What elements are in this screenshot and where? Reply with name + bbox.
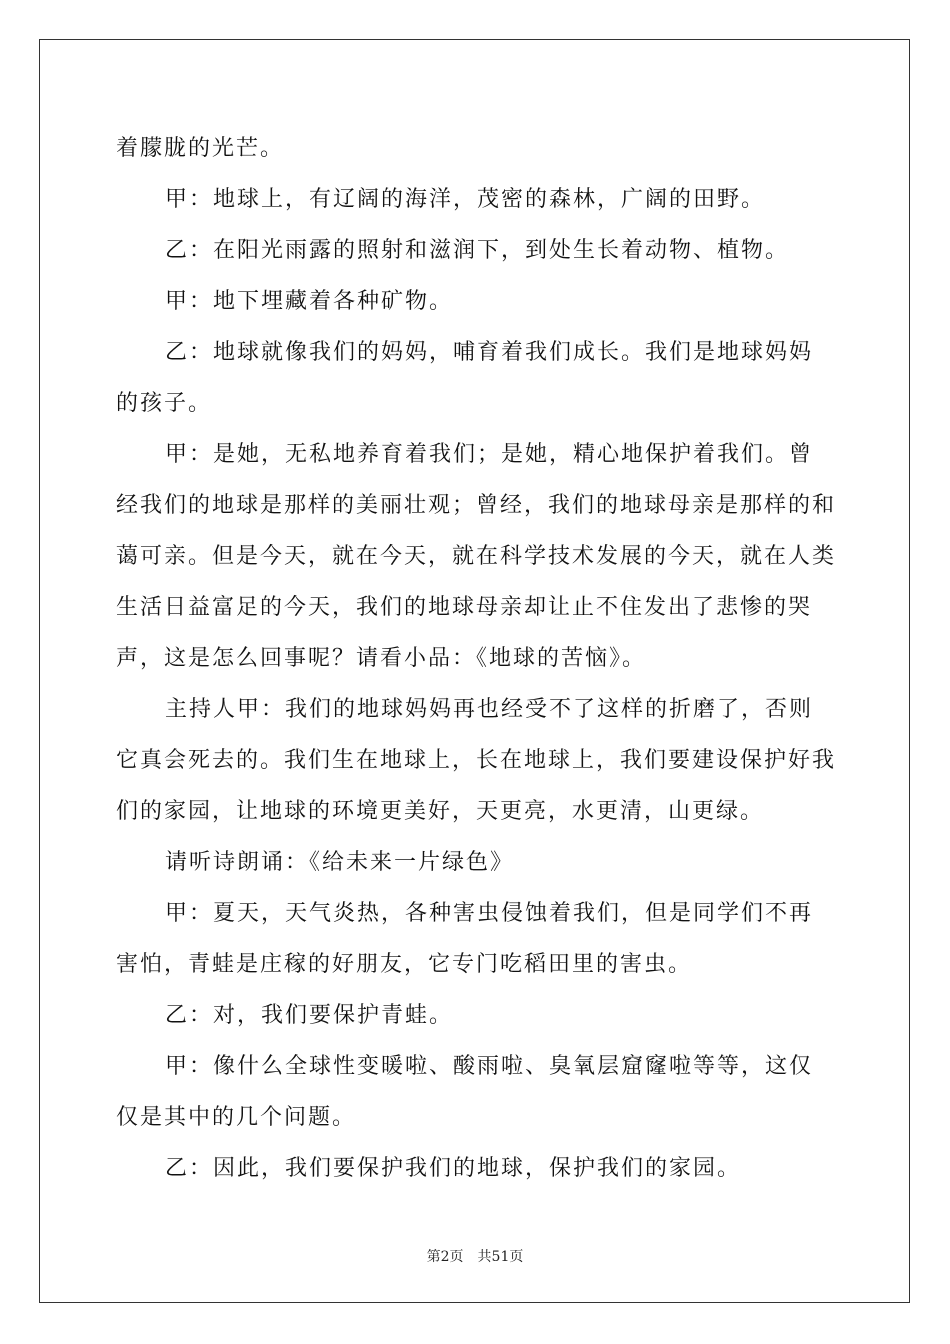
page-footer [0,1246,950,1266]
paragraph: 甲：地下埋藏着各种矿物。 [165,289,454,314]
paragraph: 甲：地球上，有辽阔的海洋，茂密的森林，广阔的田野。 [165,187,766,212]
paragraph: 乙：地球就像我们的妈妈，哺育着我们成长。我们是地球妈妈的孩子。 [116,340,814,416]
paragraph: 乙：对，我们要保护青蛙。 [165,1003,454,1028]
paragraph: 主持人甲：我们的地球妈妈再也经受不了这样的折磨了，否则它真会死去的。我们生在地球上，长在地球上，我们要建设保护好我们的家园，让地球的环境更美好，天更亮，水更清，山更绿。 [116,697,837,824]
paragraph: 甲：是她，无私地养育着我们；是她，精心地保护着我们。曾经我们的地球是那样的美丽壮观；曾经，我们的地球母亲是那样的和蔼可亲。但是今天，就在今天，就在科学技术发展的今天，就在人类生活日益富足的今天，我们的地球母亲却让止不住发出了悲惨的哭声，这是怎么回事呢？请看小品：《地球的苦恼》。 [116,442,837,671]
page-number: 第2页 [426,1249,464,1265]
paragraph: 请听诗朗诵：《给未来一片绿色》 [165,850,515,875]
document-body [116,123,836,1194]
paragraph: 乙：因此，我们要保护我们的地球，保护我们的家园。 [165,1156,742,1181]
paragraph: 着朦胧的光芒。 [116,136,285,161]
paragraph: 甲：像什么全球性变暖啦、酸雨啦、臭氧层窟窿啦等等，这仅仅是其中的几个问题。 [116,1054,814,1130]
page-total: 共51页 [477,1249,524,1265]
paragraph: 甲：夏天，天气炎热，各种害虫侵蚀着我们，但是同学们不再害怕，青蛙是庄稼的好朋友，它专门吃稻田里的害虫。 [116,901,814,977]
paragraph: 乙：在阳光雨露的照射和滋润下，到处生长着动物、植物。 [165,238,790,263]
